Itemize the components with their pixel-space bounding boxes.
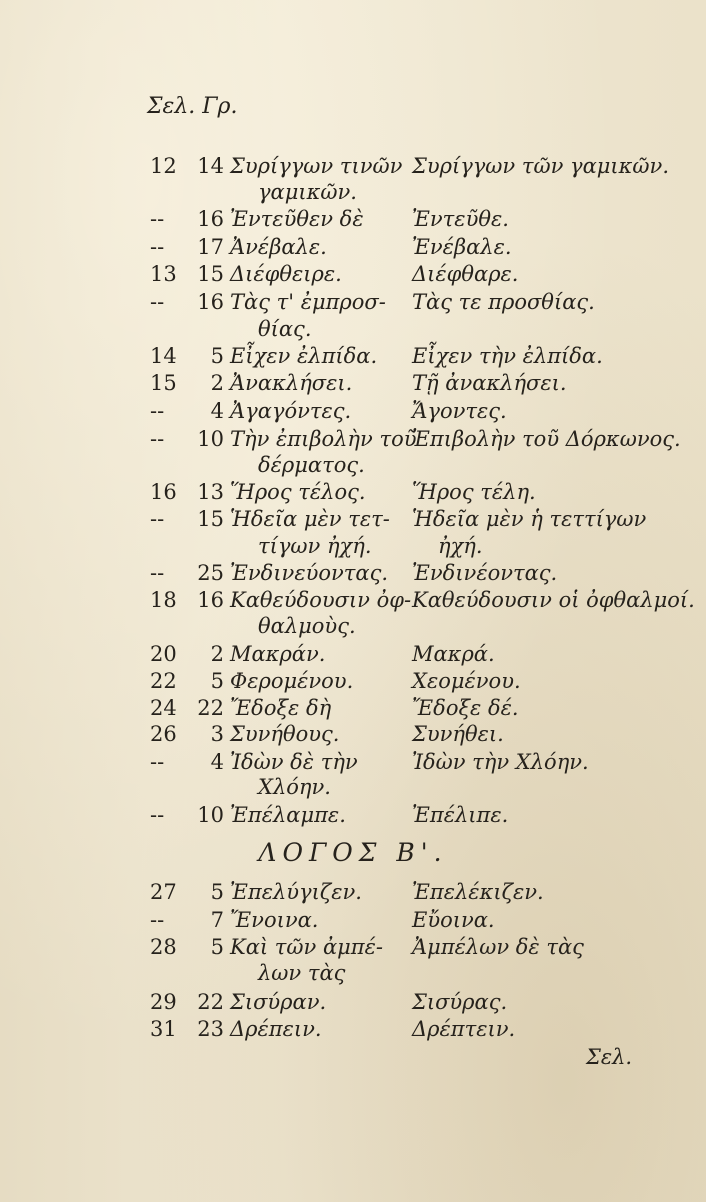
corrected-text: Ἐπέλιπε. <box>412 803 509 827</box>
erroneous-text: Ἐπελύγιζεν. <box>230 880 362 904</box>
corrected-text: Συρίγγων τῶν γαμικῶν. <box>412 154 669 178</box>
corrected-text: Εὔοινα. <box>412 908 495 932</box>
line-number: 13 <box>197 480 224 504</box>
corrected-text: Συνήθει. <box>412 722 504 746</box>
line-number: 16 <box>197 588 224 612</box>
page-number: 24 <box>150 696 177 720</box>
erroneous-text: Εἶχεν ἐλπίδα. <box>230 344 378 368</box>
erroneous-text: Ἰδὼν δὲ τὴν <box>230 750 358 774</box>
line-number: 23 <box>197 1017 224 1041</box>
line-number: 5 <box>210 880 224 904</box>
corrected-text: Μακρά. <box>412 642 495 666</box>
erroneous-text-continuation: δέρματος. <box>258 453 365 477</box>
line-number: 10 <box>197 427 224 451</box>
line-number: 2 <box>210 642 224 666</box>
line-number: 10 <box>197 803 224 827</box>
erroneous-text-continuation: γαμικῶν. <box>258 180 357 204</box>
line-number: 22 <box>197 696 224 720</box>
corrected-text-continuation: ἠχή. <box>438 534 483 558</box>
page-number: -- <box>150 750 165 774</box>
section-title: ΛΟΓΟΣ Β'. <box>258 838 448 867</box>
errata-row-continuation <box>0 957 706 989</box>
erroneous-text: Διέφθειρε. <box>230 262 342 286</box>
page-number: -- <box>150 235 165 259</box>
line-number: 5 <box>210 669 224 693</box>
erroneous-text: Ἀγαγόντες. <box>230 399 352 423</box>
corrected-text: Ἔδοξε δέ. <box>412 696 519 720</box>
page-number: -- <box>150 803 165 827</box>
page-number: 16 <box>150 480 177 504</box>
line-number: 17 <box>197 235 224 259</box>
page-number: 13 <box>150 262 177 286</box>
column-header: Σελ. Γρ. <box>147 94 238 119</box>
corrected-text: Διέφθαρε. <box>412 262 519 286</box>
line-number: 25 <box>197 561 224 585</box>
corrected-text: Ἥρος τέλη. <box>412 480 536 504</box>
page-number: 20 <box>150 642 177 666</box>
errata-row <box>0 1013 706 1045</box>
erroneous-text: Ἐνδινεύοντας. <box>230 561 389 585</box>
line-number: 4 <box>210 750 224 774</box>
page-number: -- <box>150 290 165 314</box>
erroneous-text: Ἀνέβαλε. <box>230 235 327 259</box>
line-number: 15 <box>197 507 224 531</box>
corrected-text: Ἄγοντες. <box>412 399 507 423</box>
line-number: 2 <box>210 371 224 395</box>
corrected-text: Ἐντεῦθε. <box>412 207 509 231</box>
page-number: 28 <box>150 935 177 959</box>
erroneous-text: Τὰς τ' ἐμπροσ- <box>230 290 386 314</box>
corrected-text: Σισύρας. <box>412 990 508 1014</box>
page-number: 31 <box>150 1017 177 1041</box>
erroneous-text: Καθεύδουσιν ὀφ- <box>230 588 412 612</box>
erroneous-text-continuation: θαλμοὺς. <box>258 614 356 638</box>
page-number: -- <box>150 399 165 423</box>
line-number: 7 <box>210 908 224 932</box>
corrected-text: Χεομένου. <box>412 669 521 693</box>
page-number: 27 <box>150 880 177 904</box>
erroneous-text: Ἐπέλαμπε. <box>230 803 346 827</box>
erroneous-text-continuation: λων τὰς <box>258 961 346 985</box>
errata-row <box>0 799 706 831</box>
erroneous-text: Ἡδεῖα μὲν τετ- <box>230 507 390 531</box>
corrected-text: Ἐνέβαλε. <box>412 235 512 259</box>
corrected-text: Τῇ ἀνακλήσει. <box>412 371 567 395</box>
erroneous-text: Μακράν. <box>230 642 326 666</box>
erroneous-text: Ἔδοξε δὴ <box>230 696 332 720</box>
erroneous-text-continuation: τίγων ἠχή. <box>258 534 372 558</box>
page-number: -- <box>150 207 165 231</box>
erroneous-text-continuation: θίας. <box>258 317 312 341</box>
erroneous-text: Συνήθους. <box>230 722 340 746</box>
page-number: -- <box>150 561 165 585</box>
line-number: 5 <box>210 935 224 959</box>
line-number: 4 <box>210 399 224 423</box>
line-number: 22 <box>197 990 224 1014</box>
corrected-text: Ἐπελέκιζεν. <box>412 880 544 904</box>
line-number: 15 <box>197 262 224 286</box>
line-number: 14 <box>197 154 224 178</box>
page-number: 29 <box>150 990 177 1014</box>
page-number: 14 <box>150 344 177 368</box>
line-number: 16 <box>197 290 224 314</box>
erroneous-text: Ἥρος τέλος. <box>230 480 366 504</box>
page-number: 26 <box>150 722 177 746</box>
corrected-text: Τὰς τε προσθίας. <box>412 290 595 314</box>
corrected-text: Εἶχεν τὴν ἐλπίδα. <box>412 344 603 368</box>
page-number: -- <box>150 427 165 451</box>
erroneous-text: Τὴν ἐπιβολὴν τοῦ <box>230 427 417 451</box>
corrected-text: Ἐνδινέοντας. <box>412 561 558 585</box>
erroneous-text: Ἐντεῦθεν δὲ <box>230 207 364 231</box>
corrected-text: Δρέπτειν. <box>412 1017 516 1041</box>
erroneous-text: Ἀνακλήσει. <box>230 371 353 395</box>
erroneous-text-continuation: Χλόην. <box>258 775 331 799</box>
erroneous-text: Δρέπειν. <box>230 1017 322 1041</box>
corrected-text: Ἰδὼν τὴν Χλόην. <box>412 750 589 774</box>
corrected-text: Ἡδεῖα μὲν ἡ τεττίγων <box>412 507 647 531</box>
catchword: Σελ. <box>586 1045 633 1069</box>
page-number: 15 <box>150 371 177 395</box>
line-number: 16 <box>197 207 224 231</box>
erroneous-text: Φερομένου. <box>230 669 354 693</box>
erroneous-text: Καὶ τῶν ἀμπέ- <box>230 935 383 959</box>
page-number: -- <box>150 507 165 531</box>
page-number: 18 <box>150 588 177 612</box>
page-number: 22 <box>150 669 177 693</box>
page-number: -- <box>150 908 165 932</box>
corrected-text: Καθεύδουσιν οἱ ὀφθαλμοί. <box>412 588 695 612</box>
corrected-text: Ἀμπέλων δὲ τὰς <box>412 935 584 959</box>
line-number: 5 <box>210 344 224 368</box>
erroneous-text: Ἔνοινα. <box>230 908 319 932</box>
erroneous-text: Σισύραν. <box>230 990 327 1014</box>
corrected-text: Ἐπιβολὴν τοῦ Δόρκωνος. <box>412 427 681 451</box>
page-number: 12 <box>150 154 177 178</box>
line-number: 3 <box>210 722 224 746</box>
erroneous-text: Συρίγγων τινῶν <box>230 154 403 178</box>
